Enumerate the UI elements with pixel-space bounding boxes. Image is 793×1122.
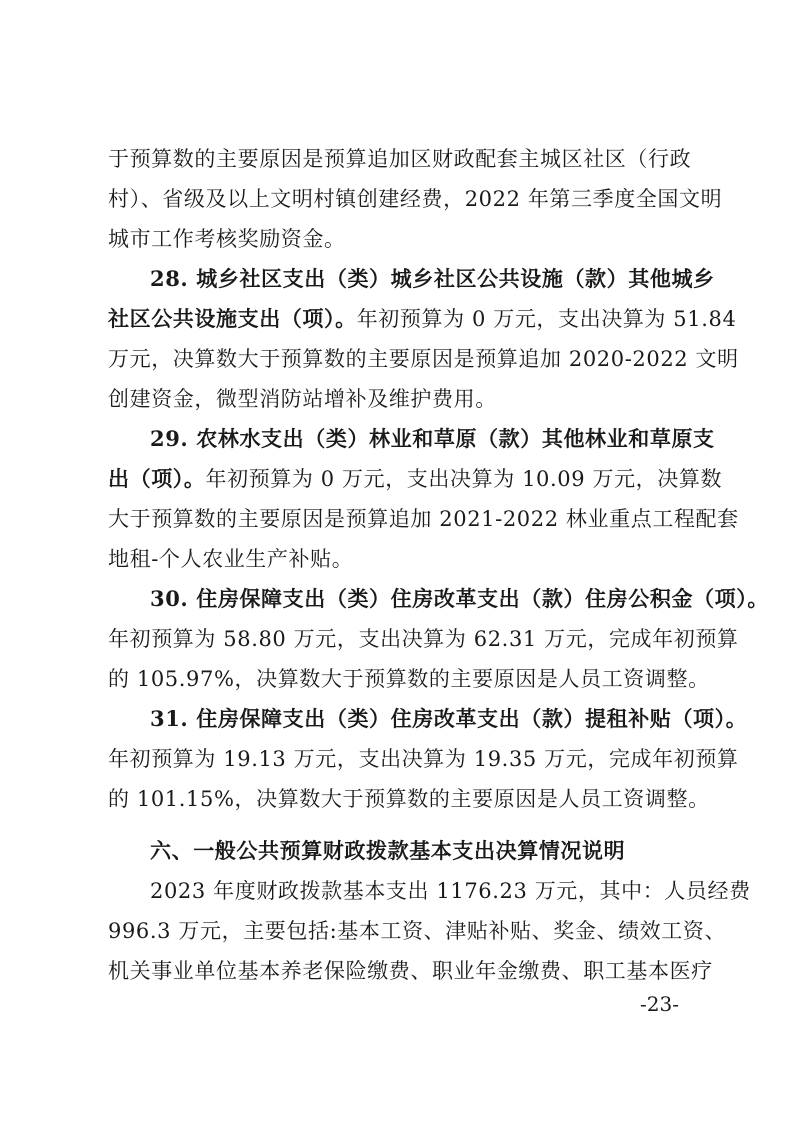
item-28-line-2 xyxy=(108,304,737,334)
item-28-title-line-1: 28. 城乡社区支出（类）城乡社区公共设施（款）其他城乡 xyxy=(150,266,715,291)
paragraph-continuation-line-2: 村）、省级及以上文明村镇创建经费，2022 年第三季度全国文明 xyxy=(108,187,723,211)
section-6-text-line-2: 996.3 万元，主要包括:基本工资、津贴补贴、奖金、绩效工资、 xyxy=(108,919,727,943)
item-29-line-2 xyxy=(108,464,723,494)
item-29-text-line-3: 大于预算数的主要原因是预算追加 2021-2022 林业重点工程配套 xyxy=(108,507,739,531)
paragraph-continuation-line-3: 城市工作考核奖励资金。 xyxy=(108,227,346,251)
item-29-text-line-4: 地租-个人农业生产补贴。 xyxy=(108,547,354,571)
item-30-text-line-2: 年初预算为 58.80 万元，支出决算为 62.31 万元，完成年初预算 xyxy=(108,627,739,651)
item-28-title-line-2: 社区公共设施支出（项）。 xyxy=(108,306,357,331)
item-31-text-line-3: 的 101.15%，决算数大于预算数的主要原因是人员工资调整。 xyxy=(108,787,710,811)
item-28-text-line-4: 创建资金，微型消防站增补及维护费用。 xyxy=(108,387,497,411)
item-29-title-line-1: 29. 农林水支出（类）林业和草原（款）其他林业和草原支 xyxy=(150,426,715,451)
item-29-text-line-2: 年初预算为 0 万元，支出决算为 10.09 万元，决算数 xyxy=(205,467,723,491)
item-30-text-line-3: 的 105.97%，决算数大于预算数的主要原因是人员工资调整。 xyxy=(108,667,710,691)
item-28-text-line-3: 万元，决算数大于预算数的主要原因是预算追加 2020-2022 文明 xyxy=(108,347,739,371)
item-28-text-line-2: 年初预算为 0 万元，支出决算为 51.84 xyxy=(356,307,737,331)
section-6-text-line-3: 机关事业单位基本养老保险缴费、职业年金缴费、职工基本医疗 xyxy=(108,959,713,983)
section-6-text-line-1: 2023 年度财政拨款基本支出 1176.23 万元，其中：人员经费 xyxy=(150,879,751,903)
item-31-text-line-2: 年初预算为 19.13 万元，支出决算为 19.35 万元，完成年初预算 xyxy=(108,747,739,771)
paragraph-continuation-line-1: 于预算数的主要原因是预算追加区财政配套主城区社区（行政 xyxy=(108,147,692,171)
section-6-heading: 六、一般公共预算财政拨款基本支出决算情况说明 xyxy=(150,838,626,863)
page-number: -23- xyxy=(640,992,679,1016)
item-31-title: 31. 住房保障支出（类）住房改革支出（款）提租补贴（项）。 xyxy=(150,706,748,731)
item-30-title: 30. 住房保障支出（类）住房改革支出（款）住房公积金（项）。 xyxy=(150,586,769,611)
item-29-title-line-2: 出（项）。 xyxy=(108,466,206,491)
